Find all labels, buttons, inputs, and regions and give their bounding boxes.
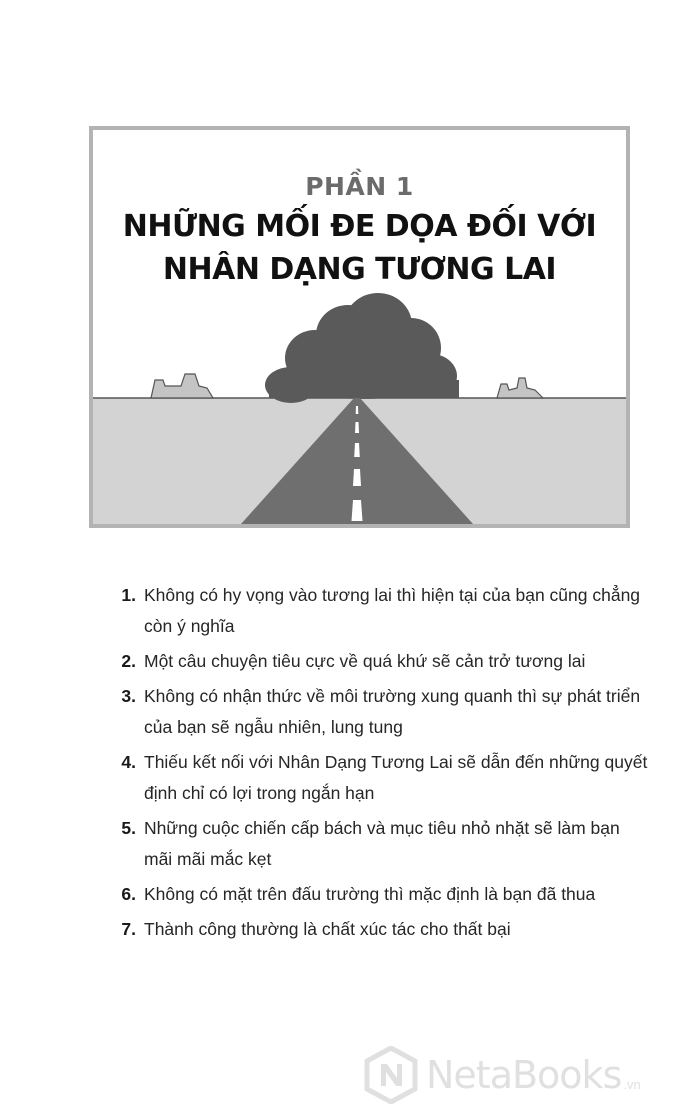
item-number: 7. — [121, 919, 136, 939]
list-item — [112, 879, 652, 910]
item-number: 1. — [121, 585, 136, 605]
list-item — [112, 813, 652, 875]
chapter-title-line-1: NHỮNG MỐI ĐE DỌA ĐỐI VỚI — [122, 209, 597, 244]
storm-cloud — [265, 293, 459, 403]
item-text: Không có hy vọng vào tương lai thì hiện tại của bạn cũng chẳng còn ý nghĩa — [144, 585, 641, 636]
item-number: 6. — [121, 884, 136, 904]
item-text: Thành công thường là chất xúc tác cho thất bại — [144, 919, 511, 939]
item-number: 4. — [121, 752, 136, 772]
item-number: 5. — [121, 818, 136, 838]
list-item — [112, 646, 652, 677]
chapter-title-line-2: NHÂN DẠNG TƯƠNG LAI — [162, 252, 557, 287]
item-text: Thiếu kết nối với Nhân Dạng Tương Lai sẽ dẫn đến những quyết định chỉ có lợi trong ngắn hạn — [144, 752, 648, 803]
netabooks-watermark — [364, 1046, 700, 1104]
left-mesa — [151, 374, 213, 398]
threat-list — [112, 580, 652, 949]
item-number: 2. — [121, 651, 136, 671]
list-item — [112, 914, 652, 945]
item-text: Không có nhận thức về môi trường xung quanh thì sự phát triển của bạn sẽ ngẫu nhiên, lung tung — [144, 686, 641, 737]
list-item — [112, 681, 652, 743]
chapter-illustration-frame — [89, 126, 630, 528]
watermark-text: NetaBooks — [426, 1053, 622, 1097]
netabooks-logo-icon — [364, 1046, 418, 1104]
item-text: Không có mặt trên đấu trường thì mặc định là bạn đã thua — [144, 884, 596, 904]
list-item — [112, 580, 652, 642]
item-number: 3. — [121, 686, 136, 706]
item-text: Một câu chuyện tiêu cực về quá khứ sẽ cản trở tương lai — [144, 651, 586, 671]
right-mesa — [497, 378, 543, 398]
list-item — [112, 747, 652, 809]
watermark-suffix: .vn — [623, 1076, 641, 1092]
item-text: Những cuộc chiến cấp bách và mục tiêu nhỏ nhặt sẽ làm bạn mãi mãi mắc kẹt — [144, 818, 620, 869]
part-label: PHẦN 1 — [305, 172, 414, 201]
